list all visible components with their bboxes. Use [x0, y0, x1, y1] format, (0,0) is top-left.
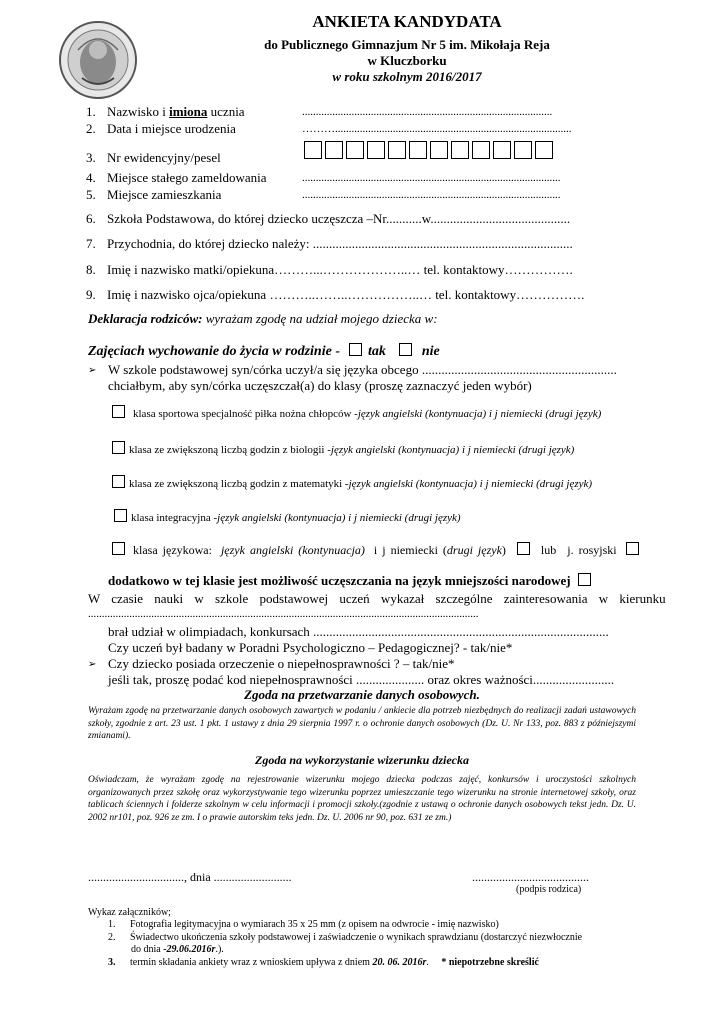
- submission-deadline: [108, 957, 539, 968]
- tak-checkbox[interactable]: [349, 343, 362, 356]
- pesel-digit-box[interactable]: [325, 141, 343, 159]
- field-label: Przychodnia, do której dziecko należy: ................................................................................: [107, 236, 573, 251]
- place-date-line[interactable]: ................................, dnia ..........................: [88, 870, 292, 884]
- field-label-emphasis: imiona: [169, 104, 208, 119]
- option-languages: język angielski (kontynuacja) i j niemiecki (drugi język): [330, 444, 575, 456]
- field-label: Nazwisko i: [107, 104, 170, 119]
- pesel-digit-box[interactable]: [367, 141, 385, 159]
- field-number: 4.: [86, 170, 96, 185]
- submission-date: 20. 06. 2016r: [372, 957, 427, 968]
- field-label: Nr ewidencyjny/pesel: [107, 150, 221, 165]
- attachment-text: .).: [215, 944, 224, 955]
- option-sport-class[interactable]: [110, 405, 601, 420]
- nie-label: nie: [421, 344, 440, 359]
- option-languages: język angielski (kontynuacja) i j niemiecki (drugi język): [348, 478, 593, 490]
- pesel-digit-box[interactable]: [472, 141, 490, 159]
- minority-language-option[interactable]: [108, 573, 593, 589]
- option-russian: j. rosyjski: [567, 543, 617, 557]
- consent-data-text: Wyrażam zgodę na przetwarzanie danych osobowych zawartych w podaniu / ankiecie dla potrzeb niezbędnych do realizacji zadań ustawowych szkoły, zgodnie z art. 23 ust. 1 pkt. 1 ustawy z dnia 29 sierpnia 1997 r. o ochronie danych osobowych (Dz. U. Nr 133, poz. 883 z późniejszymi zmianami).: [88, 706, 636, 741]
- option-languages: ): [501, 543, 506, 557]
- family-life-label: Zajęciach wychowanie do życia w rodzinie -: [88, 344, 340, 359]
- field-father[interactable]: [86, 287, 584, 303]
- field-surname-name: [86, 104, 245, 120]
- pesel-digit-box[interactable]: [346, 141, 364, 159]
- declaration-text: wyrażam zgodę na udział mojego dziecka w:: [202, 311, 438, 326]
- field-label: Miejsce zamieszkania: [107, 187, 222, 202]
- attachment-text: do dnia: [131, 944, 164, 955]
- field-mother[interactable]: [86, 262, 573, 278]
- field-registered-address: [86, 170, 267, 186]
- field-number: 1.: [86, 104, 96, 119]
- attachment-text: Fotografia legitymacyjna o wymiarach 35 x 25 mm (z opisem na odwrocie - imię nazwisko): [130, 919, 499, 930]
- footnote: * niepotrzebne skreślić: [441, 957, 539, 968]
- pesel-digit-box[interactable]: [535, 141, 553, 159]
- form-title: ANKIETA KANDYDATA: [312, 12, 502, 31]
- field-label: Szkoła Podstawowa, do której dziecko uczęszcza –Nr...........w...........................................: [107, 211, 571, 226]
- pesel-digit-box[interactable]: [304, 141, 322, 159]
- option-label: klasa ze zwiększoną liczbą godzin z matematyki -: [129, 478, 349, 490]
- minority-language-checkbox[interactable]: [578, 573, 591, 586]
- field-birth: [86, 121, 236, 137]
- surname-input-line[interactable]: ...........................................................................................: [302, 106, 553, 118]
- declaration: [88, 311, 438, 327]
- language-class-checkbox[interactable]: [112, 542, 125, 555]
- consent-data-title: Zgoda na przetwarzanie danych osobowych.: [244, 687, 480, 702]
- russian-checkbox[interactable]: [626, 542, 639, 555]
- option-languages: drugi język: [446, 543, 502, 557]
- field-primary-school[interactable]: [86, 211, 570, 227]
- olympiads-line[interactable]: brał udział w olimpiadach, konkursach ...........................................................................................: [108, 624, 609, 639]
- arrow-bullet-icon: ➢: [88, 365, 97, 376]
- german-extra-checkbox[interactable]: [517, 542, 530, 555]
- residence-input-line[interactable]: ..............................................................................................: [302, 189, 561, 201]
- counseling-question[interactable]: Czy uczeń był badany w Poradni Psychologiczno – Pedagogicznej? - tak/nie*: [108, 640, 513, 655]
- option-integration-class[interactable]: [112, 509, 461, 524]
- field-residence: [86, 187, 221, 203]
- declaration-label: Deklaracja rodziców:: [88, 311, 203, 326]
- pesel-digit-box[interactable]: [388, 141, 406, 159]
- tak-label: tak: [367, 344, 386, 359]
- field-number: 3.: [86, 150, 96, 165]
- disability-question[interactable]: Czy dziecko posiada orzeczenie o niepełnosprawności ? – tak/nie*: [108, 656, 455, 671]
- school-name: do Publicznego Gimnazjum Nr 5 im. Mikołaja Reja: [264, 37, 550, 52]
- minority-language-label: dodatkowo w tej klasie jest możliwość uczęszczania na język mniejszości narodowej: [108, 573, 571, 588]
- attachment-deadline: -29.06.2016r: [163, 944, 216, 955]
- parent-signature-line[interactable]: .......................................: [472, 870, 589, 884]
- attachments-title: Wykaz załączników;: [88, 907, 171, 918]
- consent-image-title: Zgoda na wykorzystanie wizerunku dziecka: [254, 753, 470, 767]
- option-label: klasa sportowa specjalność piłka nożna chłopców -: [133, 408, 358, 420]
- field-pesel: [86, 150, 221, 166]
- option-languages: język angielski (kontynuacja) i j niemiecki (drugi język): [357, 408, 602, 420]
- interests-input-line[interactable]: ..............................................................................................................................................: [88, 608, 479, 620]
- field-label: Miejsce stałego zameldowania: [107, 170, 267, 185]
- class-choice-instruction: chciałbym, aby syn/córka uczęszczał(a) do klasy (proszę zaznaczyć jeden wybór): [108, 378, 532, 393]
- pesel-digit-box[interactable]: [409, 141, 427, 159]
- option-math-class[interactable]: [110, 475, 592, 490]
- option-languages: i j niemiecki (: [373, 543, 447, 557]
- registered-address-input-line[interactable]: ..............................................................................................: [302, 172, 561, 184]
- pesel-digit-box[interactable]: [514, 141, 532, 159]
- field-number: 6.: [86, 211, 96, 226]
- field-number: 8.: [86, 262, 96, 277]
- attachment-number: 3.: [108, 957, 116, 968]
- option-languages: język angielski (kontynuacja) i j niemiecki (drugi język): [217, 512, 461, 524]
- field-clinic[interactable]: [86, 236, 573, 252]
- consent-image-text: Oświadczam, że wyrażam zgodę na rejestrowanie wizerunku mojego dziecka podczas zajęć, konkursów i uroczystości szkolnych organizowanych przez szkołę oraz wykorzystywanie tego wizerunku poprzez umieszczanie tego wizerunku na stronie internetowej szkoły, oraz tablicach ściennych i folderze szkolnym w celu informacji i promocji szkoły.(zgodnie z ustawą o ochronie danych osobowych tekst jedn. Dz. U. 2002 nr101, poz. 926 ze zm. I o prawie autorskim teks jedn. Dz. U. 2006 nr 90, poz. 631 ze zm.): [88, 775, 636, 823]
- pesel-digit-box[interactable]: [451, 141, 469, 159]
- option-languages: język angielski (kontynuacja): [220, 543, 365, 557]
- attachment-text: .: [426, 957, 429, 968]
- attachment-text: Świadectwo ukończenia szkoły podstawowej i zaświadczenie o wynikach sprawdzianu (dostarczyć niezwłocznie: [130, 932, 583, 943]
- field-number: 7.: [86, 236, 96, 251]
- parent-signature-label: (podpis rodzica): [516, 884, 582, 895]
- pesel-digit-box[interactable]: [430, 141, 448, 159]
- attachment-text: termin składania ankiety wraz z wnioskiem upływa z dniem: [130, 957, 373, 968]
- attachment-number: 2.: [108, 932, 116, 943]
- option-label: klasa językowa:: [133, 543, 212, 557]
- attachment-certificate: [108, 932, 582, 943]
- field-label: Data i miejsce urodzenia: [107, 121, 236, 136]
- biology-class-checkbox[interactable]: [112, 441, 125, 454]
- option-label: klasa integracyjna -: [131, 512, 218, 524]
- integration-class-checkbox[interactable]: [114, 509, 127, 522]
- birth-input-line[interactable]: ………......................................................................................: [302, 123, 572, 135]
- interests-line: W czasie nauki w szkole podstawowej uczeń wykazał szczególne zainteresowania w kierunku: [88, 591, 666, 606]
- field-number: 5.: [86, 187, 96, 202]
- math-class-checkbox[interactable]: [112, 475, 125, 488]
- option-language-class[interactable]: [110, 542, 641, 558]
- attachment-photo: [108, 919, 499, 930]
- school-year: w roku szkolnym 2016/2017: [332, 69, 482, 84]
- pesel-boxes[interactable]: [304, 141, 556, 164]
- option-label: klasa ze zwiększoną liczbą godzin z biologii -: [129, 444, 331, 456]
- field-number: 2.: [86, 121, 96, 136]
- field-label: Imię i nazwisko ojca/opiekuna ………..……..……………..… tel. kontaktowy…………….: [107, 287, 585, 302]
- nie-checkbox[interactable]: [399, 343, 412, 356]
- field-label: Imię i nazwisko matki/opiekuna………...………………..… tel. kontaktowy…………….: [107, 262, 573, 277]
- arrow-bullet-icon: ➢: [88, 659, 97, 670]
- attachment-certificate-deadline: [131, 944, 224, 955]
- pesel-digit-box[interactable]: [493, 141, 511, 159]
- option-biology-class[interactable]: [110, 441, 574, 456]
- field-label: ucznia: [207, 104, 245, 119]
- field-number: 9.: [86, 287, 96, 302]
- school-city: w Kluczborku: [367, 53, 447, 68]
- disability-code-line[interactable]: jeśli tak, proszę podać kod niepełnosprawności ..................... oraz okres ważności.........................: [108, 672, 615, 687]
- family-life-education: [88, 343, 440, 360]
- sport-class-checkbox[interactable]: [112, 405, 125, 418]
- attachment-number: 1.: [108, 919, 116, 930]
- foreign-language-line[interactable]: W szkole podstawowej syn/córka uczył/a się języka obcego ............................................................: [108, 362, 617, 377]
- option-or: lub: [540, 543, 557, 557]
